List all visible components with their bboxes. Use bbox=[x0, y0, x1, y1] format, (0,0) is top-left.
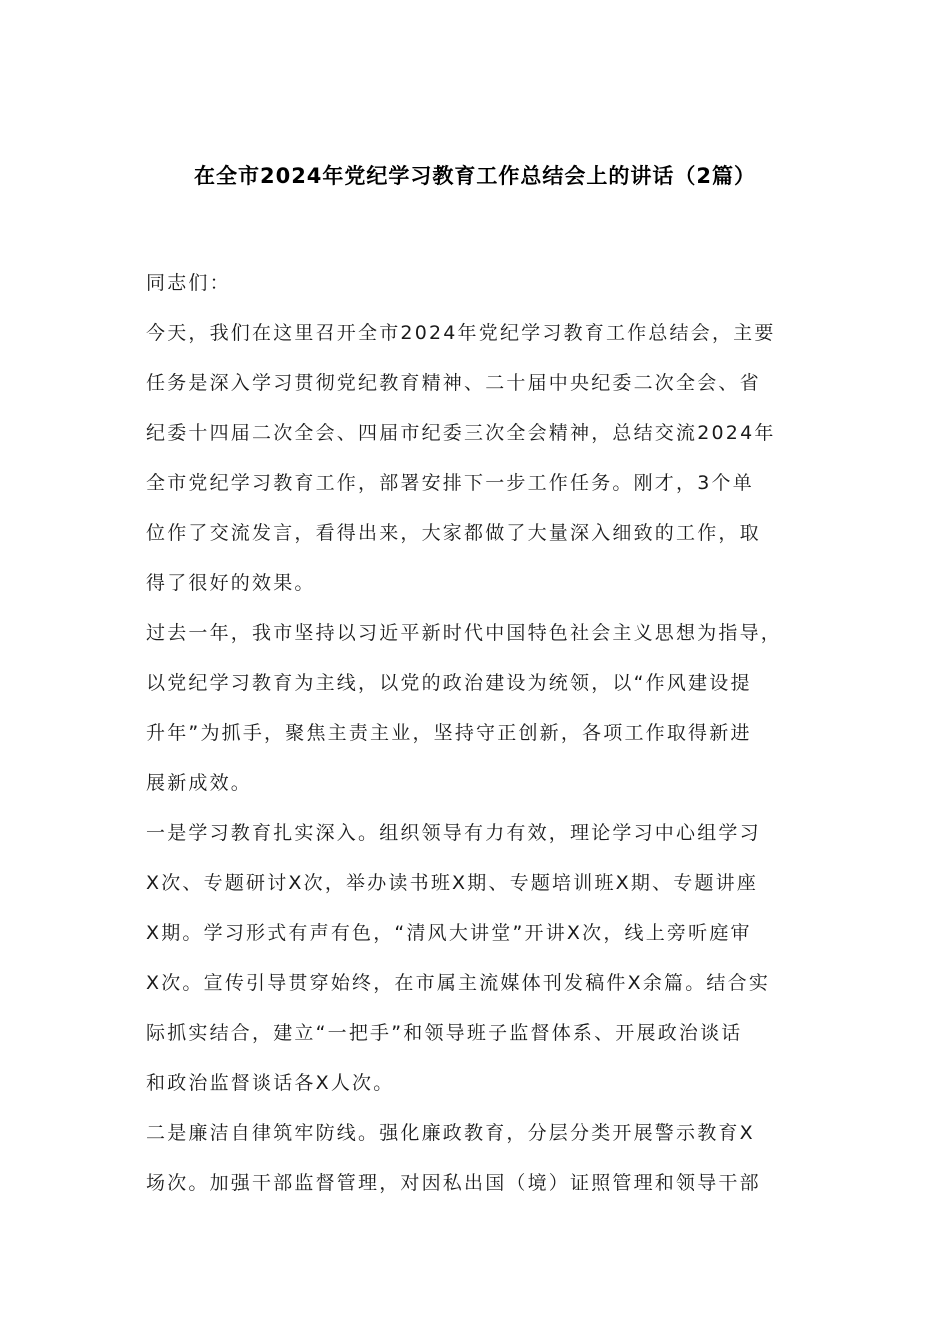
paragraph-intro bbox=[146, 308, 814, 608]
text-line: 和政治监督谈话各X人次。 bbox=[146, 1072, 395, 1094]
text-line: 一是学习教育扎实深入。组织领导有力有效，理论学习中心组学习 bbox=[146, 822, 761, 844]
paragraph-review bbox=[146, 608, 814, 808]
text-line: 过去一年，我市坚持以习近平新时代中国特色社会主义思想为指导， bbox=[146, 622, 783, 644]
text-line: X次、专题研讨X次，举办读书班X期、专题培训班X期、专题讲座 bbox=[146, 872, 759, 894]
document-title: 在全市2024年党纪学习教育工作总结会上的讲话（2篇） bbox=[193, 164, 757, 188]
text-line: 以党纪学习教育为主线，以党的政治建设为统领，以“作风建设提 bbox=[146, 672, 752, 694]
document-body bbox=[146, 258, 814, 1208]
text-line: X次。宣传引导贯穿始终，在市属主流媒体刊发稿件X余篇。结合实 bbox=[146, 972, 771, 994]
text-line: 纪委十四届二次全会、四届市纪委三次全会精神，总结交流2024年 bbox=[146, 422, 776, 444]
text-line: 得了很好的效果。 bbox=[146, 572, 316, 594]
text-line: 升年”为抓手，聚焦主责主业，坚持守正创新，各项工作取得新进 bbox=[146, 722, 752, 744]
text-line: 同志们： bbox=[146, 272, 231, 294]
text-line: 今天，我们在这里召开全市2024年党纪学习教育工作总结会，主要 bbox=[146, 322, 776, 344]
text-line: 二是廉洁自律筑牢防线。强化廉政教育，分层分类开展警示教育X bbox=[146, 1122, 755, 1144]
text-line: X期。学习形式有声有色，“清风大讲堂”开讲X次，线上旁听庭审 bbox=[146, 922, 752, 944]
paragraph-point-one bbox=[146, 808, 814, 1108]
text-line: 际抓实结合，建立“一把手”和领导班子监督体系、开展政治谈话 bbox=[146, 1022, 743, 1044]
text-line: 场次。加强干部监督管理，对因私出国（境）证照管理和领导干部 bbox=[146, 1172, 761, 1194]
text-line: 位作了交流发言，看得出来，大家都做了大量深入细致的工作，取 bbox=[146, 522, 761, 544]
text-line: 全市党纪学习教育工作，部署安排下一步工作任务。刚才，3个单 bbox=[146, 472, 754, 494]
paragraph-point-two bbox=[146, 1108, 814, 1208]
text-line: 任务是深入学习贯彻党纪教育精神、二十届中央纪委二次全会、省 bbox=[146, 372, 761, 394]
text-line: 展新成效。 bbox=[146, 772, 253, 794]
paragraph-salutation bbox=[146, 258, 814, 308]
